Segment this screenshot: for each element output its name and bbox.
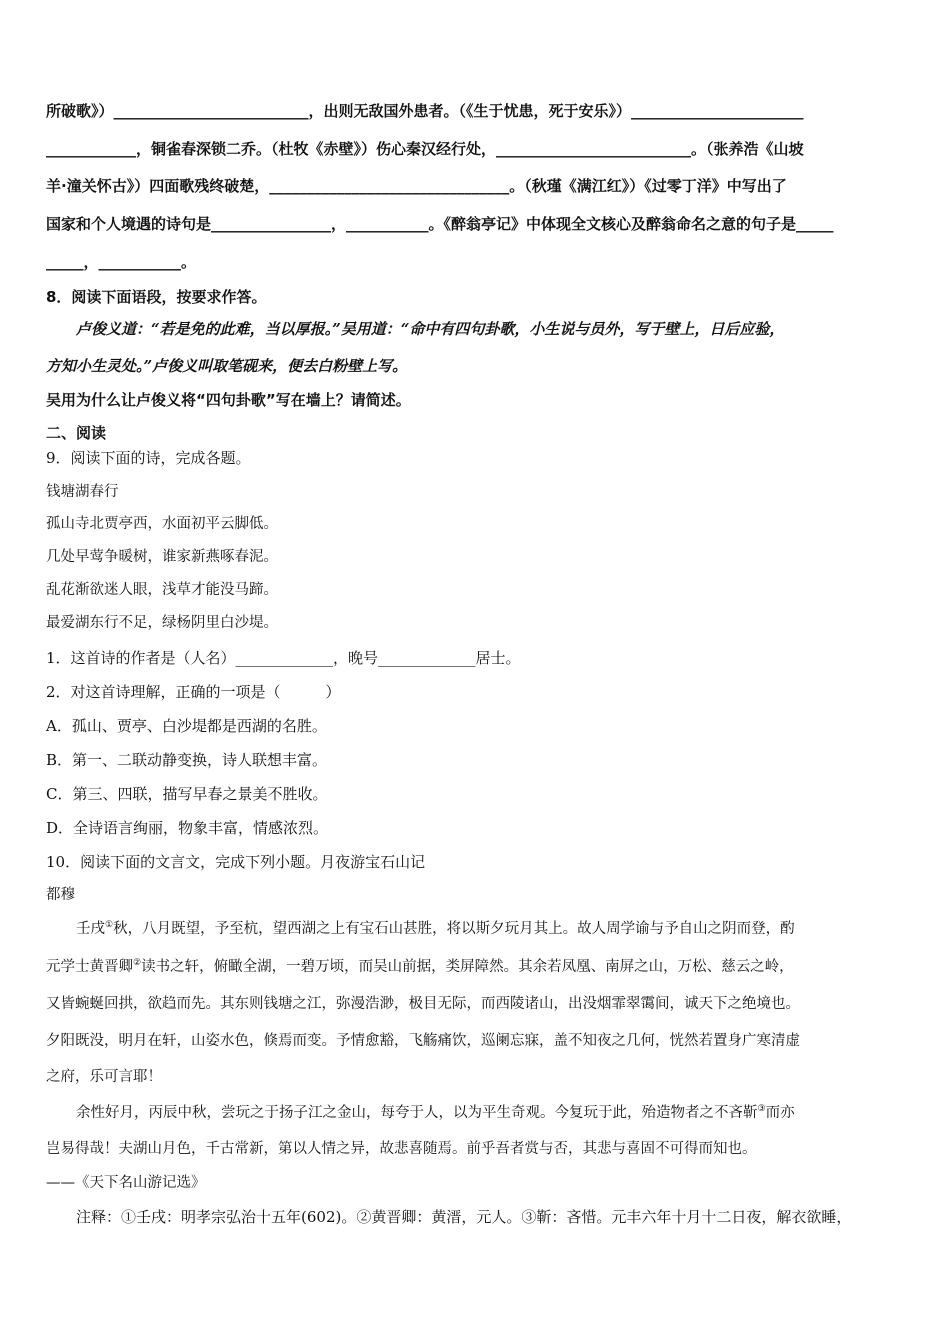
q8-question: 吴用为什么让卢俊义将“四句卦歌”写在墙上？请简述。 bbox=[46, 391, 411, 409]
footnote-marker: ③ bbox=[757, 1104, 766, 1115]
poem-line-1: 孤山寺北贾亭西，水面初平云脚低。 bbox=[46, 516, 278, 532]
passage-p1-line-1: 壬戌①秋，八月既望，予至杭，望西湖之上有宝石山甚胜，将以斯夕玩月其上。故人周学谕与予自山之阴而登，酌 bbox=[76, 920, 795, 937]
q10-intro: 10．阅读下面的文言文，完成下列小题。月夜游宝石山记 bbox=[46, 853, 426, 871]
q8-passage-line-2: 方知小生灵处。”卢俊义叫取笔砚来，便去白粉壁上写。 bbox=[46, 357, 408, 375]
option-d: D．全诗语言绚丽，物象丰富，情感浓烈。 bbox=[46, 819, 329, 837]
option-a: A．孤山、贾亭、白沙堤都是西湖的名胜。 bbox=[46, 717, 327, 735]
poem-line-3: 乱花渐欲迷人眼，浅草才能没马蹄。 bbox=[46, 582, 278, 598]
q9-intro: 9．阅读下面的诗，完成各题。 bbox=[46, 449, 251, 467]
poem-line-2: 几处早莺争暖树，谁家新燕啄春泥。 bbox=[46, 549, 278, 565]
poem-title: 钱塘湖春行 bbox=[46, 484, 119, 500]
q8-title: 8．阅读下面语段，按要求作答。 bbox=[46, 288, 267, 306]
fill-line-5: _____，___________。 bbox=[46, 253, 197, 271]
q9-sub-question-1: 1．这首诗的作者是（人名）_____________，晚号_____________居士。 bbox=[46, 649, 521, 667]
footnote-marker: ② bbox=[133, 958, 142, 969]
fill-line-3: 羊·潼关怀古》）四面歌残终破楚，________________________________。（秋瑾《满江红》）《过零丁洋》中写出了 bbox=[46, 177, 787, 195]
author: 都穆 bbox=[46, 887, 75, 903]
passage-p1-line-2: 元学士黄晋卿②读书之轩，俯瞰全湖，一碧万顷，而吴山前据，类屏障然。其余若凤凰、南屏之山，万松、慈云之岭， bbox=[46, 958, 794, 975]
passage-p1-line-4: 夕阳既没，明月在轩，山姿水色，倏焉而变。予情愈豁，飞觞痛饮，巡阑忘寐，盖不知夜之几何，恍然若置身广寒清虚 bbox=[46, 1033, 800, 1049]
passage-p1-line-3: 又皆蜿蜒回拱，欲趋而先。其东则钱塘之江，弥漫浩渺，极目无际，而西陵诸山，出没烟霏翠霭间，诚天下之绝境也。 bbox=[46, 996, 800, 1012]
option-b: B．第一、二联动静变换，诗人联想丰富。 bbox=[46, 751, 328, 769]
fill-line-1: 所破歌》）__________________________，出则无敌国外患者。（《生于忧患，死于安乐》）_______________________ bbox=[46, 102, 804, 120]
fill-line-2: ____________，铜雀春深锁二乔。（杜牧《赤壁》）伤心秦汉经行处，__________________________。（张养浩《山坡 bbox=[46, 140, 804, 158]
passage-p2-line-2: 岂易得哉！夫湖山月色，千古常新，第以人情之异，故悲喜随焉。前乎吾者赏与否，其悲与喜固不可得而知也。 bbox=[46, 1141, 757, 1157]
option-c: C．第三、四联，描写早春之景美不胜收。 bbox=[46, 785, 328, 803]
source: ——《天下名山游记选》 bbox=[46, 1175, 206, 1191]
passage-p1-line-5: 之府，乐可言耶！ bbox=[46, 1069, 162, 1085]
q9-sub-question-2: 2．对这首诗理解，正确的一项是（ ） bbox=[46, 683, 341, 701]
footnote-marker: ① bbox=[105, 920, 114, 931]
passage-p2-line-1: 余性好月，丙辰中秋，尝玩之于扬子江之金山，每夸于人，以为平生奇观。今复玩于此，殆造物者之不吝靳③而亦 bbox=[76, 1104, 795, 1121]
section-heading: 二、阅读 bbox=[46, 424, 107, 442]
fill-line-4: 国家和个人境遇的诗句是________________，___________。《醉翁亭记》中体现全文核心及醉翁命名之意的句子是_____ bbox=[46, 215, 834, 233]
annotation-note: 注释：①壬戌：明孝宗弘治十五年(602)。②黄晋卿：黄溍，元人。③靳：吝惜。元丰六年十月十二日夜，解衣欲睡， bbox=[76, 1208, 852, 1226]
poem-line-4: 最爱湖东行不足，绿杨阴里白沙堤。 bbox=[46, 615, 278, 631]
q8-passage-line-1: 卢俊义道：“若是免的此难，当以厚报。”吴用道：“命中有四句卦歌，小生说与员外，写于壁上，日后应验， bbox=[76, 320, 785, 338]
